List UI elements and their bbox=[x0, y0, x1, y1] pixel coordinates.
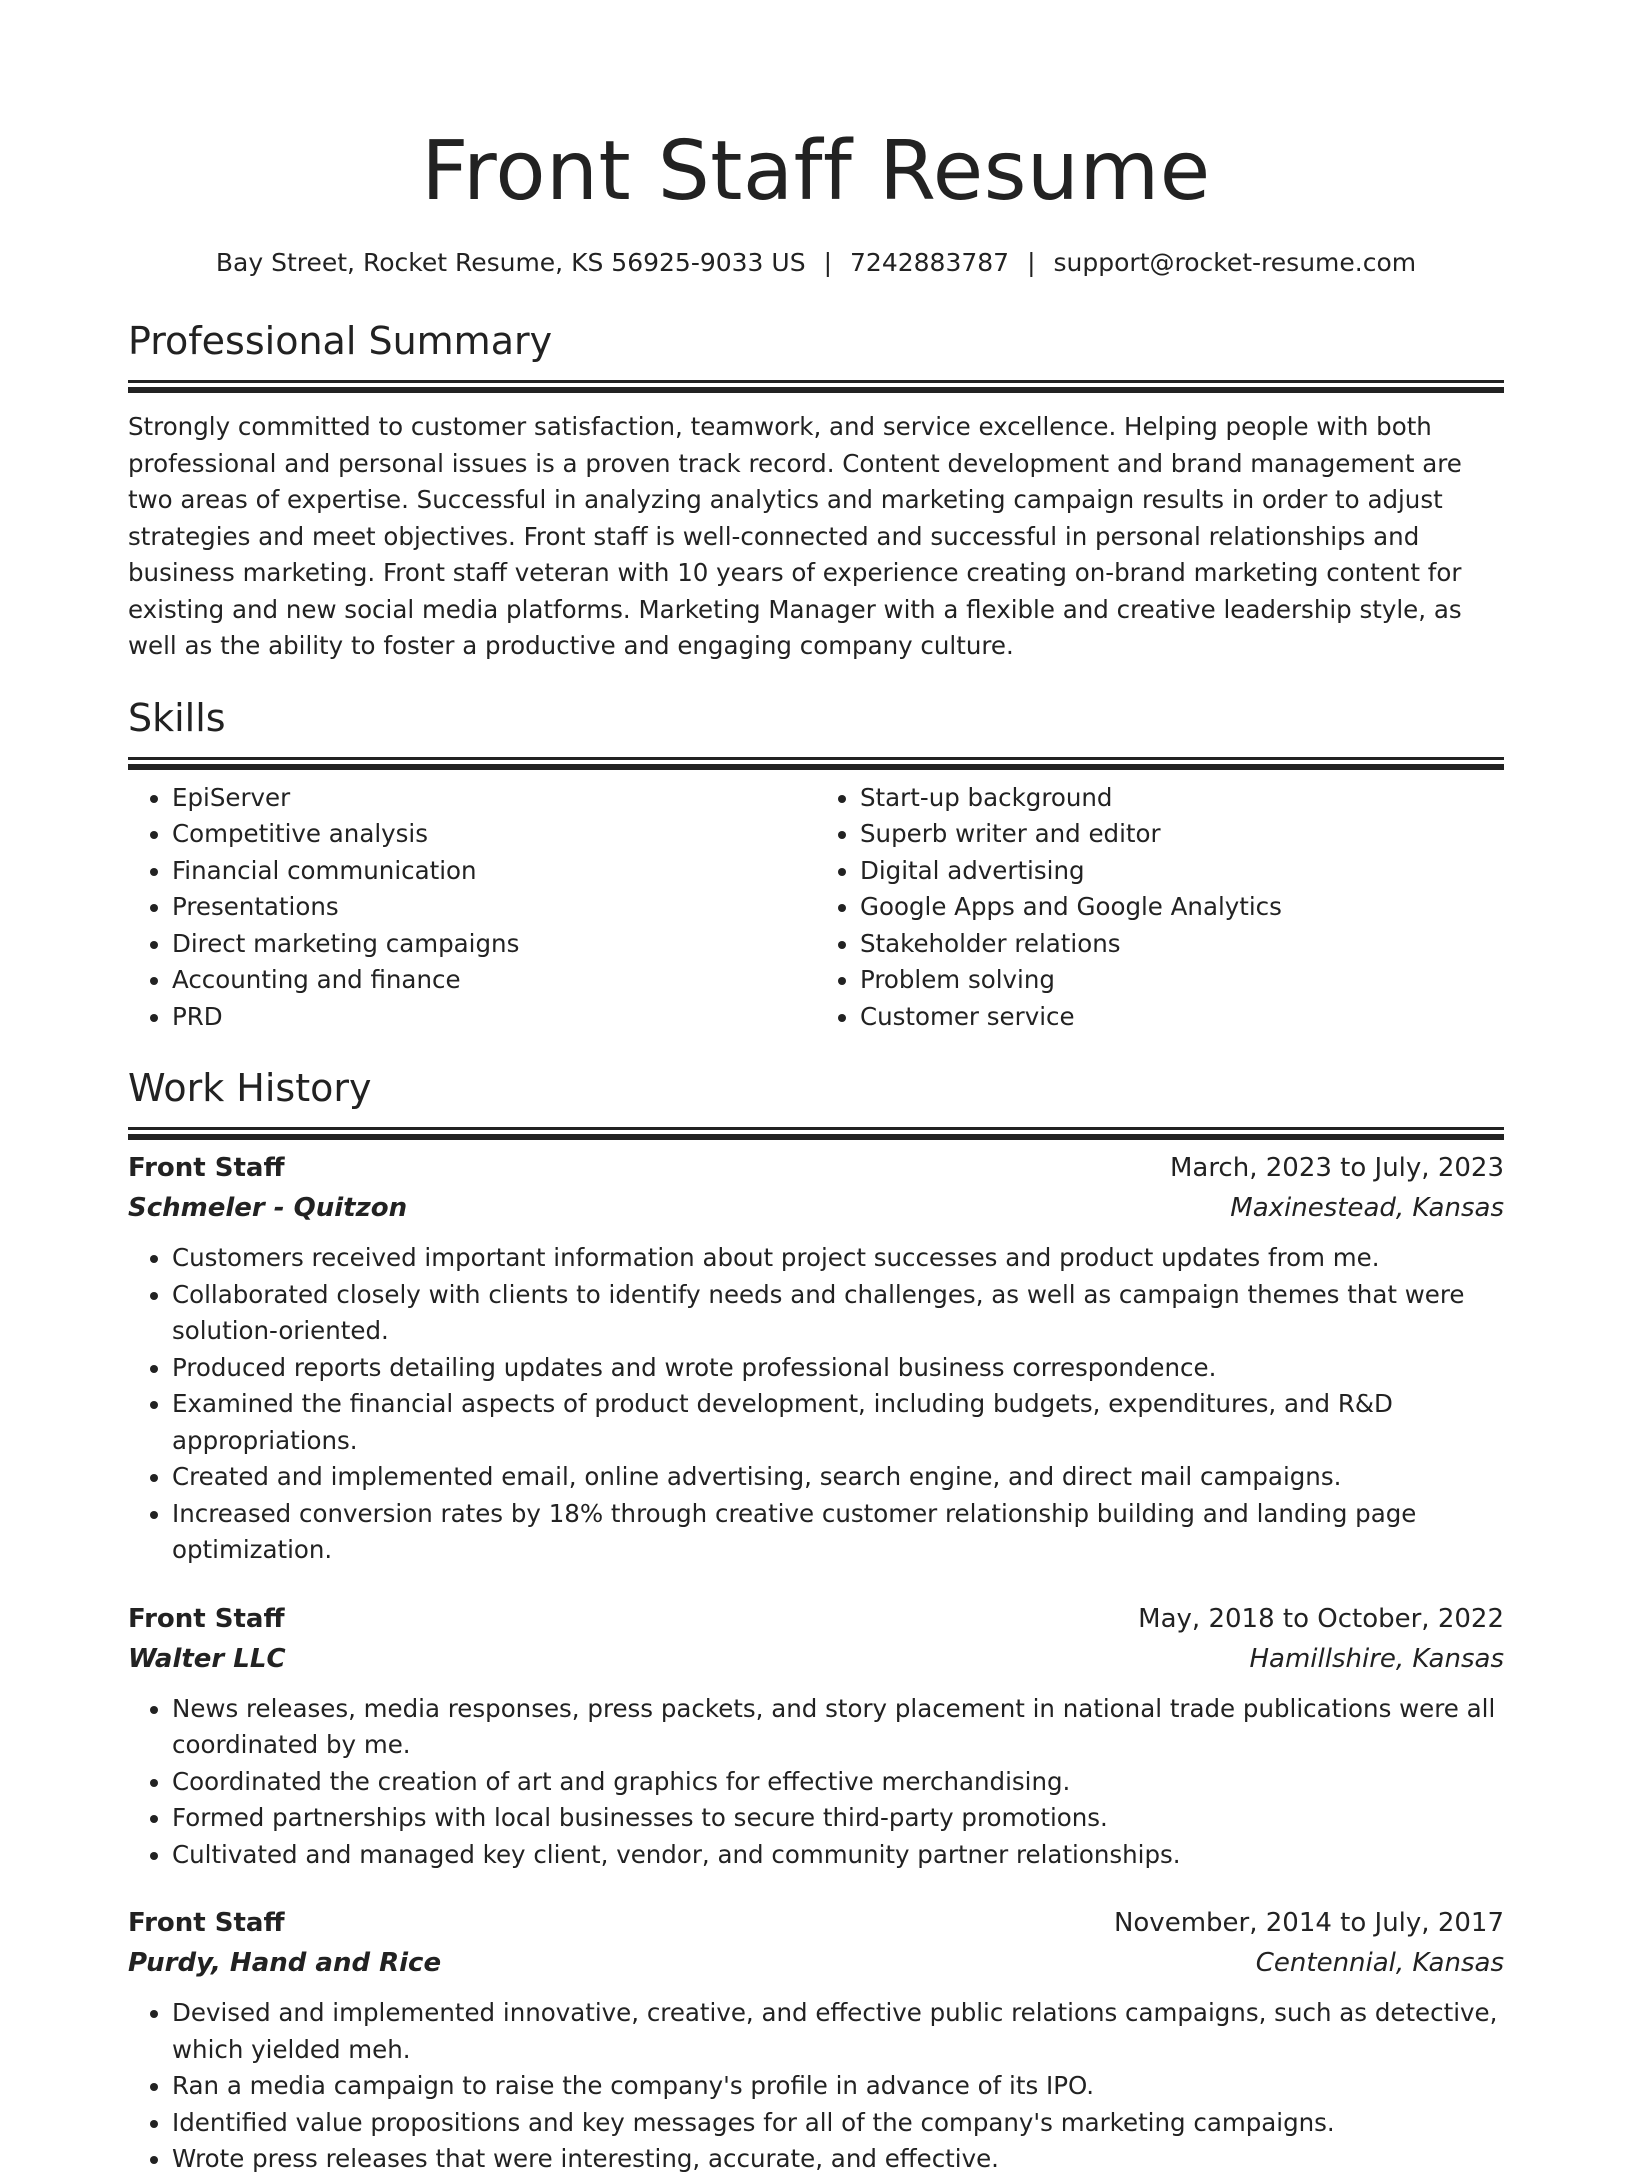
section-divider bbox=[128, 757, 1504, 760]
job-bullet: • Identified value propositions and key messages for all of the company's marketing campaigns. bbox=[172, 2105, 1504, 2142]
job-bullet: • Created and implemented email, online advertising, search engine, and direct mail campaigns. bbox=[172, 1459, 1504, 1496]
contact-separator: | bbox=[1027, 248, 1036, 277]
job-dates: March, 2023 to July, 2023 bbox=[1169, 1153, 1504, 1183]
job-entry bbox=[128, 1599, 1504, 1874]
job-bullet: • Wrote press releases that were interesting, accurate, and effective. bbox=[172, 2141, 1504, 2178]
job-location: Maxinestead, Kansas bbox=[1230, 1193, 1504, 1223]
skill-item: • PRD bbox=[172, 999, 816, 1036]
skill-item: • Competitive analysis bbox=[172, 816, 816, 853]
job-bullets bbox=[128, 1691, 1504, 1874]
job-location: Hamillshire, Kansas bbox=[1249, 1643, 1504, 1674]
skill-item: • Digital advertising bbox=[860, 853, 1504, 890]
work-heading: Work History bbox=[128, 1066, 372, 1110]
job-bullet: • Customers received important information about project successes and product updates from me. bbox=[172, 1240, 1504, 1277]
job-bullet: • Coordinated the creation of art and graphics for effective merchandising. bbox=[172, 1764, 1504, 1801]
job-header-row bbox=[128, 1148, 1504, 1188]
job-company-row bbox=[128, 1188, 1504, 1228]
job-entry bbox=[128, 1903, 1504, 2178]
skill-item: • Start-up background bbox=[860, 780, 1504, 817]
job-title: Front Staff bbox=[128, 1153, 285, 1183]
job-title: Front Staff bbox=[128, 1908, 285, 1938]
job-bullet: • Cultivated and managed key client, vendor, and community partner relationships. bbox=[172, 1837, 1504, 1874]
job-bullets bbox=[128, 1240, 1504, 1569]
skills-heading: Skills bbox=[128, 695, 226, 740]
contact-line bbox=[128, 246, 1504, 280]
contact-address: Bay Street, Rocket Resume, KS 56925-9033 US bbox=[215, 248, 806, 277]
summary-text: Strongly committed to customer satisfaction, teamwork, and service excellence. Helping people with both professional and personal issues is a proven track record. Content development and brand management are two areas of expertise. Successful in analyzing analytics and marketing campaign results in order to adjust strategies and meet objectives. Front staff is well-connected and successful in personal relationships and business marketing. Front staff veteran with 10 years of experience creating on-brand marketing content for existing and new social media platforms. Marketing Manager with a flexible and creative leadership style, as well as the ability to foster a productive and engaging company culture. bbox=[128, 412, 1462, 660]
contact-separator: | bbox=[823, 248, 833, 277]
job-header-row bbox=[128, 1903, 1504, 1943]
job-bullet: • Ran a media campaign to raise the company's profile in advance of its IPO. bbox=[172, 2068, 1504, 2105]
job-bullet: • Formed partnerships with local businesses to secure third-party promotions. bbox=[172, 1800, 1504, 1837]
job-company-row bbox=[128, 1639, 1504, 1679]
skills-list-right bbox=[816, 780, 1504, 1036]
job-bullet: • Devised and implemented innovative, creative, and effective public relations campaigns, such as detective, which yielded meh. bbox=[172, 1995, 1504, 2068]
job-bullets bbox=[128, 1995, 1504, 2178]
skills-list-left bbox=[128, 780, 816, 1036]
skill-item: • Stakeholder relations bbox=[860, 926, 1504, 963]
job-bullet: • Increased conversion rates by 18% through creative customer relationship building and landing page optimization. bbox=[172, 1496, 1504, 1569]
contact-email: support@rocket-resume.com bbox=[1053, 248, 1417, 277]
job-dates: May, 2018 to October, 2022 bbox=[1138, 1603, 1504, 1634]
contact-phone: 7242883787 bbox=[850, 248, 1010, 277]
skill-item: • Problem solving bbox=[860, 962, 1504, 999]
work-section bbox=[128, 1063, 1504, 2178]
skills-columns bbox=[128, 780, 1504, 1036]
summary-section bbox=[128, 316, 1504, 665]
job-company: Purdy, Hand and Rice bbox=[128, 1948, 442, 1978]
skill-item: • Direct marketing campaigns bbox=[172, 926, 816, 963]
job-entry bbox=[128, 1148, 1504, 1569]
skill-item: • Customer service bbox=[860, 999, 1504, 1036]
job-bullet: • News releases, media responses, press packets, and story placement in national trade publications were all coordinated by me. bbox=[172, 1691, 1504, 1764]
skill-item: • Google Apps and Google Analytics bbox=[860, 889, 1504, 926]
job-bullet: • Produced reports detailing updates and wrote professional business correspondence. bbox=[172, 1350, 1504, 1387]
job-company-row bbox=[128, 1943, 1504, 1983]
section-divider bbox=[128, 380, 1504, 383]
skill-item: • Accounting and finance bbox=[172, 962, 816, 999]
job-header-row bbox=[128, 1599, 1504, 1639]
job-dates: November, 2014 to July, 2017 bbox=[1113, 1908, 1504, 1938]
job-bullet: • Examined the financial aspects of product development, including budgets, expenditures, and R&D appropriations. bbox=[172, 1386, 1504, 1459]
job-company: Walter LLC bbox=[128, 1643, 286, 1674]
summary-heading: Professional Summary bbox=[128, 319, 553, 363]
resume-title: Front Staff Resume bbox=[421, 124, 1211, 219]
job-title: Front Staff bbox=[128, 1603, 285, 1634]
job-location: Centennial, Kansas bbox=[1255, 1948, 1504, 1978]
skill-item: • Presentations bbox=[172, 889, 816, 926]
skill-item: • Financial communication bbox=[172, 853, 816, 890]
skill-item: • EpiServer bbox=[172, 780, 816, 817]
skill-item: • Superb writer and editor bbox=[860, 816, 1504, 853]
skills-section bbox=[128, 693, 1504, 1036]
job-bullet: • Collaborated closely with clients to identify needs and challenges, as well as campaign themes that were solution-oriented. bbox=[172, 1277, 1504, 1350]
job-company: Schmeler - Quitzon bbox=[128, 1193, 408, 1223]
section-divider bbox=[128, 1127, 1504, 1130]
